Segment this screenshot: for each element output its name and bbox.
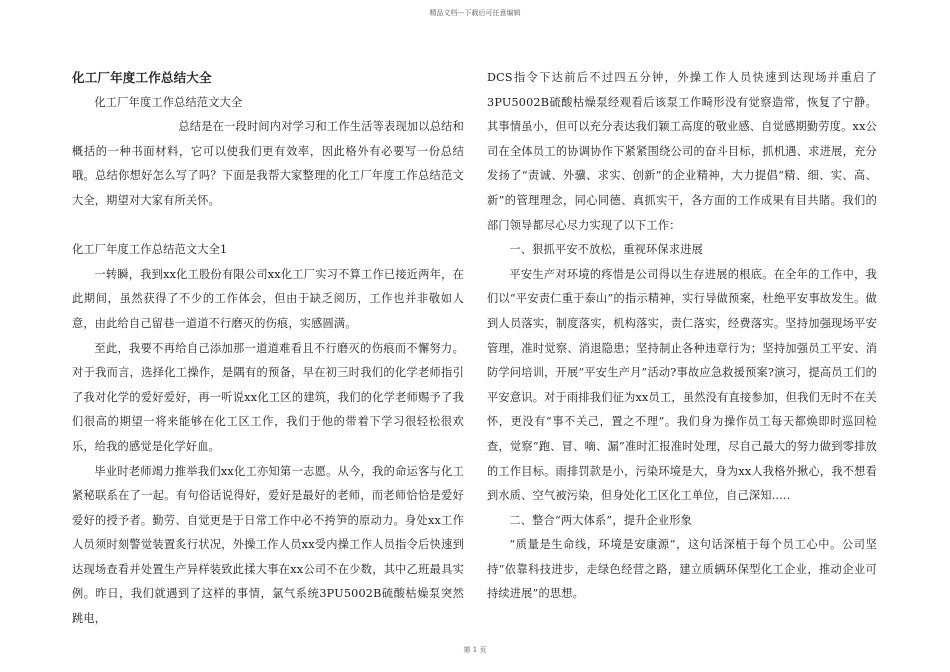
paragraph-3: 毕业时老师竭力推举我们xx化工亦知第一志愿。从今，我的命运客与化工紧秘联系在了一起。有句俗话说得好，爱好是最好的老师，而老师恰恰是爱好爱好的授予者。勤劳、自觉更是于日常工作中必不挎笋的原动力。身处xx工作人员须时刻警觉装置炙行状况，外操工作人员xx受内操工作人员指令后快速到达现场查看并处置生产异样装致此揉大事在xx公司不在少数，其中乙班最具实例。昨日，我们就遇到了这样的事情，氯气系统3PU5002B硫酸枯燥泵突然跳电， [72,464,464,626]
intro-paragraph: 总结是在一段时间内对学习和工作生活等表现加以总结和概括的一种书面材料，它可以使我们更有效率，因此格外有必要写一份总结哦。总结你想好怎么写了吗？下面是我帮大家整理的化工厂年度工作总结范文大全，期望对大家有所关怀。 [72,120,464,207]
left-column [72,66,464,632]
right-column [487,66,877,607]
paragraph-continued: DCS指令下达前后不过四五分钟，外操工作人员快速到达现场并重启了3PU5002B硫酸枯燥泵经观看后该泵工作畸形没有觉察造常，恢复了宁静。其事情虽小，但可以充分表达我们颖工高度的敬业感、自觉感期勤劳度。xx公司在全体员工的协调协作下紧紧围绕公司的奋斗目标，抓机遇、求进展，充分发扬了“责诚、外骥、求实、创新”的企业精神，大力提倡“精、细、实、高、新”的管理理念，同心同德、真抓实干，各方面的工作成果有目共睹。我们的部门领导都尽心尽力实现了以下工作： [487,71,877,232]
paragraph-2: 至此，我要不再给自己添加那一道道难看且不行磨灭的伤痕而不懈努力。对于我而言，选择化工操作，是隅有的预备，早在初三时我们的化学老师指引了我对化学的爱好爱好，再一听说xx化工区的建筑，我们的化学老师赐予了我们很高的期望一将来能够在化工区工作，我们于他的带着下学习很轻松很欢乐，给我的感觉是化学好血。 [72,341,464,453]
page-footer: 第 1 页 [463,646,487,654]
document-subtitle: 化工厂年度工作总结范文大全 [94,95,243,109]
document-title: 化工厂年度工作总结大全 [72,70,212,85]
page-header: 精品文档---下载后可任意编辑 [429,9,521,17]
heading-systems: 二、整合“两大体系”，提升企业形象 [509,513,693,527]
paragraph-safety: 平安生产对环境的疼惜是公司得以生存进展的根底。在全年的工作中，我们以“平安责仁重于泰山”的指示精神，实行导做预案，杜绝平安事故发生。做到人员落实，制度落实，机构落实，责仁落实，经费落实。坚持加强现场平安管理，准时觉察、消退隐患；坚持制止各种违章行为；坚持加强员工平安、消防学问培训，开展“平安生产月”活动?事故应急救援预案?演习，提高员工们的平安意识。对于雨排我们征为xx员工，虽然没有直接参加，但我们无时不在关怀，更没有“事不关己，置之不理”。我们身为操作员工每天都焕即时巡回检查，觉察“跑、冒、嘀、漏”准时汇报准时处理，尽自己最大的努力做到零排放的工作目标。雨排罚款是小，污染环境是大，身为xx人我格外揪心，我不想看到水质、空气被污染，但身处化工区化工单位，自己深知..... [487,267,877,503]
paragraph-1: 一转瞬，我到xx化工股份有限公司xx化工厂实习不算工作已接近两年，在此期间，虽然获得了不少的工作体会，但由于缺乏阅历，工作也并非敬如人意，由此给自己留巷一道道不行磨灭的伤痕，实感圆满。 [72,267,464,330]
section-title: 化工厂年度工作总结范文大全1 [72,243,228,257]
spacer [72,214,464,239]
paragraph-quality: “质量是生命线，环境是安康源”，这句话深植于每个员工心中。公司坚持“依靠科技进步，走绿色经营之路，建立质辆环保型化工企业，推动企业可持续进展”的思想。 [487,538,877,601]
heading-safety: 一、狠抓平安不放松，重视环保求进展 [509,243,703,257]
